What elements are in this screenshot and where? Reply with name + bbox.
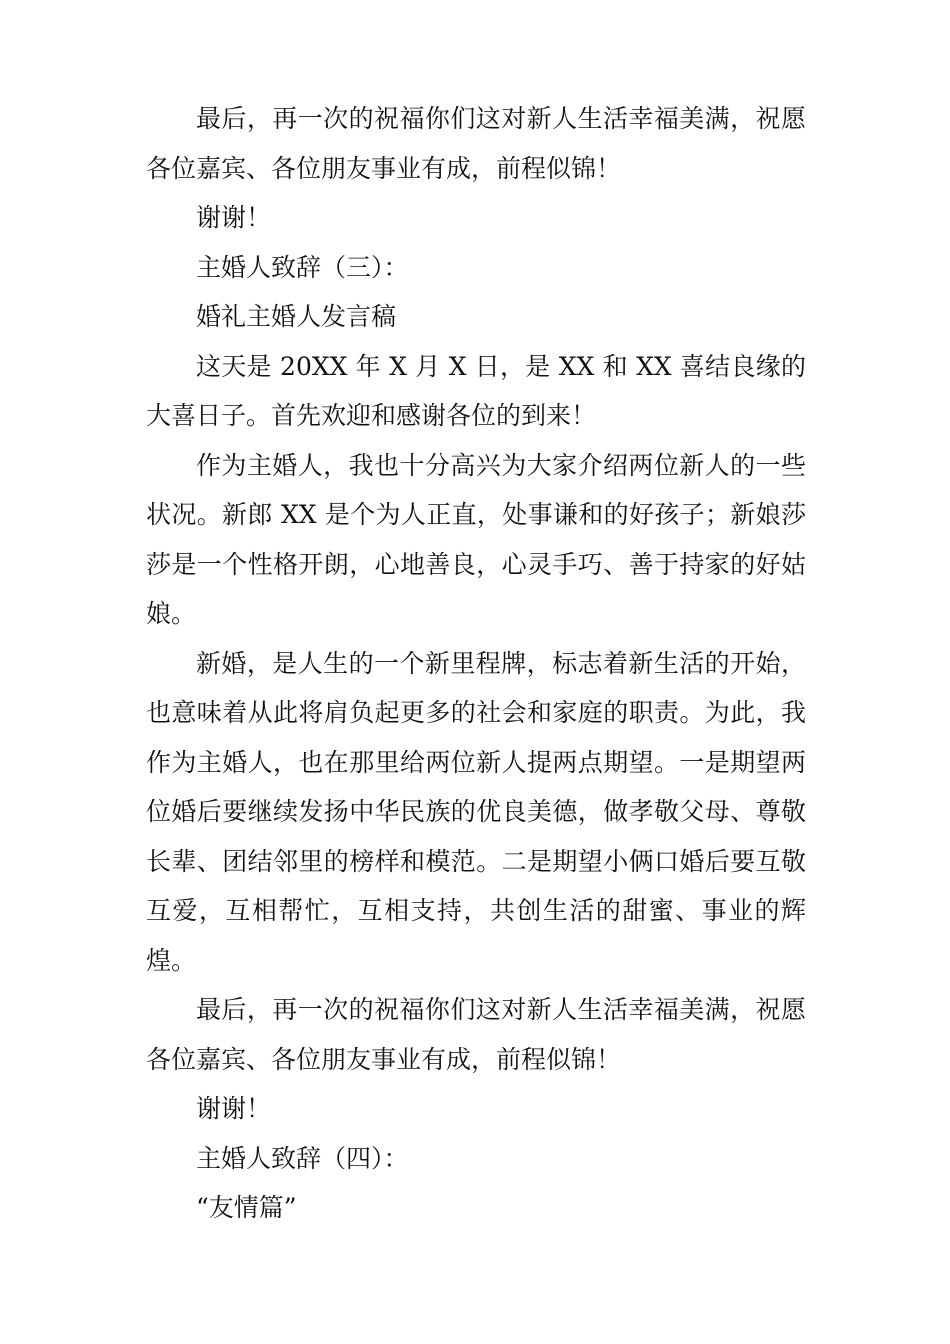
paragraph-closing-wishes: 最后，再一次的祝福你们这对新人生活幸福美满，祝愿各位嘉宾、各位朋友事业有成，前程似锦！ (146, 104, 806, 183)
document-body (146, 94, 806, 1233)
paragraph-closing-wishes-2: 最后，再一次的祝福你们这对新人生活幸福美满，祝愿各位嘉宾、各位朋友事业有成，前程似锦！ (146, 995, 806, 1074)
speech-title: 婚礼主婚人发言稿 (196, 302, 397, 331)
paragraph-thanks: 谢谢！ (196, 203, 272, 232)
paragraph-date-welcome: 这天是 20XX 年 X 月 X 日，是 XX 和 XX 喜结良缘的大喜日子。首先欢迎和感谢各位的到来！ (146, 351, 806, 430)
paragraph-thanks-2: 谢谢！ (196, 1094, 272, 1123)
paragraph-marriage-hopes: 新婚，是人生的一个新里程牌，标志着新生活的开始，也意味着从此将肩负起更多的社会和家庭的职责。为此，我作为主婚人，也在那里给两位新人提两点期望。一是期望两位婚后要继续发扬中华民族的优良美德，做孝敬父母、尊敬长辈、团结邻里的榜样和模范。二是期望小俩口婚后要互敬互爱，互相帮忙，互相支持，共创生活的甜蜜、事业的辉煌。 (146, 648, 806, 975)
section-subtitle-friendship: “友情篇” (196, 1193, 297, 1222)
paragraph-introduction: 作为主婚人，我也十分高兴为大家介绍两位新人的一些状况。新郎 XX 是个为人正直，处事谦和的好孩子；新娘莎莎是一个性格开朗，心地善良，心灵手巧、善于持家的好姑娘。 (146, 450, 806, 628)
section-heading-four: 主婚人致辞（四）： (196, 1143, 409, 1173)
section-heading-three: 主婚人致辞（三）： (196, 252, 409, 282)
